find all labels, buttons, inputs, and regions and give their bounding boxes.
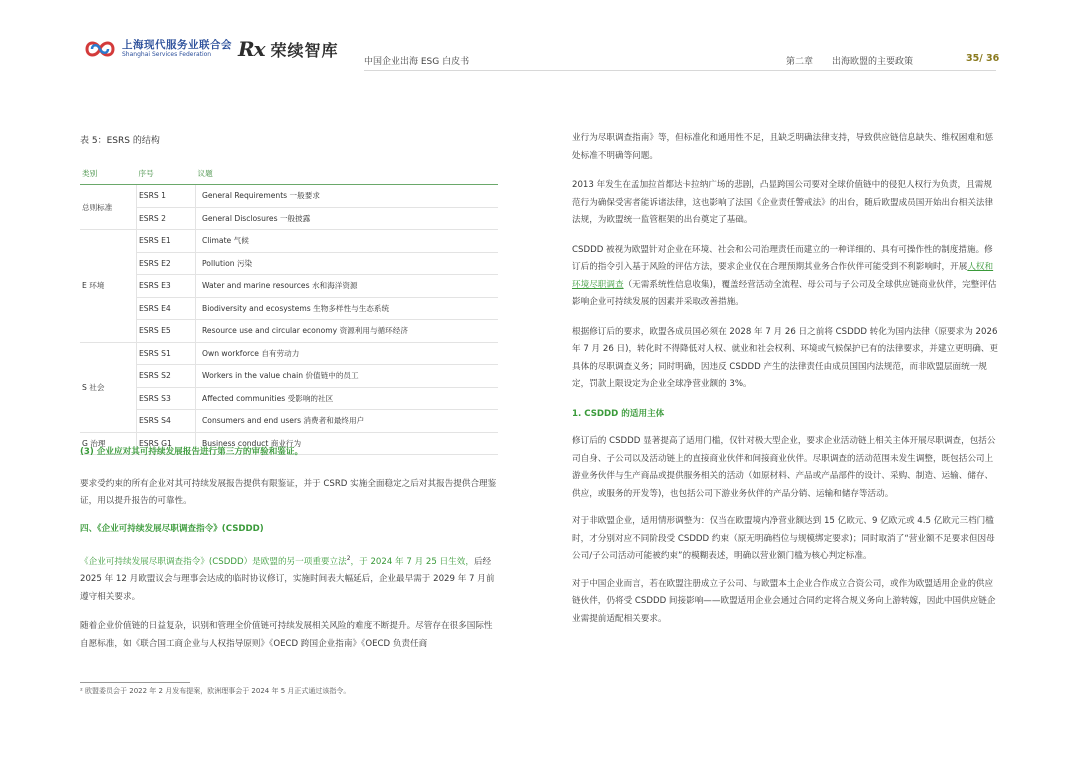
table-row <box>80 320 498 343</box>
table-cell-number: ESRS S3 <box>137 387 196 410</box>
paragraph-transposition: 根据修订后的要求，欧盟各成员国必须在 2028 年 7 月 26 日之前将 CSDDD 转化为国内法律（原要求为 2026 年 7 月 26 日)，转化时不得降低对人权、就业和社会权利、环境或气候保护已有的法律要求，并建立更明确、更具体的尽职调查义务；同时明确，因违反 CSDDD 产生的法律责任由成员国国内法规范，而非欧盟层面统一规定，罚款上限设定为企业全球净营业额的 3%。 <box>572 326 998 389</box>
table-row <box>80 297 498 320</box>
footnote-divider <box>80 682 190 683</box>
table-body <box>80 185 498 455</box>
chapter-label: 第二章 <box>786 57 814 67</box>
due-diligence-link[interactable]: 人权和环境尽职调查 <box>572 262 994 290</box>
table-row <box>80 410 498 433</box>
table-row <box>80 230 498 253</box>
subheading-applicable-entities: 1. CSDDD 的适用主体 <box>572 408 665 419</box>
table-caption: 表 5：ESRS 的结构 <box>80 136 160 146</box>
table-cell-topic: Own workforce 自有劳动力 <box>196 342 499 365</box>
table-row <box>80 387 498 410</box>
measures-text-b: （无需系统性信息收集)，覆盖经营活动全流程、母公司与子公司及全球供应链商业伙伴，完整评估影响企业可持续发展的因素并采取改善措施。 <box>572 279 997 307</box>
table-cell-category: 总则标准 <box>80 185 137 230</box>
table-row <box>80 207 498 230</box>
table-cell-category: G 治理 <box>80 432 137 455</box>
paragraph-csddd-measures <box>572 242 1000 312</box>
esrs-table <box>80 162 498 455</box>
table-row <box>80 365 498 388</box>
paragraph-chinese-firms: 对于中国企业而言，若在欧盟注册成立子公司、与欧盟本土企业合作成立合资公司，或作为欧盟适用企业的供应链伙伴，仍将受 CSDDD 间接影响——欧盟适用企业会通过合同约定将合规义务向上游转嫁，因此中国供应链企业需提前适配相关要求。 <box>572 578 996 624</box>
table-cell-topic: Water and marine resources 水和海洋资源 <box>196 275 499 298</box>
table-cell-number: ESRS S2 <box>137 365 196 388</box>
table-cell-category: S 社会 <box>80 342 137 432</box>
table-cell-topic: Consumers and end users 消费者和最终用户 <box>196 410 499 433</box>
table-cell-topic: Biodiversity and ecosystems 生物多样性与生态系统 <box>196 297 499 320</box>
col-header-category: 类别 <box>80 162 137 185</box>
section-label: 出海欧盟的主要政策 <box>832 57 914 67</box>
subheading-third-party: (3) 企业应对其可持续发展报告进行第三方的审验和鉴证。 <box>80 447 304 457</box>
ssf-logo <box>84 38 232 60</box>
paragraph-csddd-intro <box>80 550 500 606</box>
table-cell-number: ESRS S4 <box>137 410 196 433</box>
org-name-cn: 上海现代服务业联合会 <box>122 38 232 51</box>
table-row <box>80 342 498 365</box>
paragraph-threshold: 修订后的 CSDDD 显著提高了适用门槛，仅针对极大型企业，要求企业活动链上相关主体开展尽职调查，包括公司自身、子公司以及活动链上的直接商业伙伴和间接商业伙伴。尽职调查的活动范围未发生调整，既包括公司上游业务伙伴与生产商品或提供服务相关的活动（如原材料、产品或产品部件的设计、采购、制造、运输、储存、供应，或服务的开发等)，也包括公司下游业务伙伴的产品分销、运输和储存等活动。 <box>572 436 996 499</box>
paragraph-value-chain: 随着企业价值链的日益复杂，识别和管理全价值链可持续发展相关风险的难度不断提升。尽管存在很多国际性自愿标准，如《联合国工商企业与人权指导原则》《OECD 跨国企业指南》《OECD 负责任商 <box>80 621 493 649</box>
table-cell-number: ESRS 2 <box>137 207 196 230</box>
brand-name: 荣续智库 <box>270 40 339 60</box>
rx-mark: Rx <box>238 37 265 61</box>
table-cell-number: ESRS E1 <box>137 230 196 253</box>
table-row <box>80 185 498 208</box>
section-heading-csddd: 四、《企业可持续发展尽职调查指令》(CSDDD) <box>80 523 264 534</box>
table-cell-topic: General Requirements 一般要求 <box>196 185 499 208</box>
ssf-logo-icon <box>84 38 116 60</box>
table-cell-topic: Affected communities 受影响的社区 <box>196 387 499 410</box>
table-row <box>80 275 498 298</box>
table-cell-topic: Workers in the value chain 价值链中的员工 <box>196 365 499 388</box>
footnote: ² 欧盟委员会于 2022 年 2 月发布提案，欧洲理事会于 2024 年 5 月正式通过该指令。 <box>80 687 351 695</box>
page-number: 35/ 36 <box>966 53 1000 64</box>
csddd-intro-rest: 后经 2025 年 12 月欧盟议会与理事会达成的临时协议修订，实施时间表大幅延后，企业最早需于 2029 年 7 月前遵守相关要求。 <box>80 556 495 602</box>
footnote-ref: 2 <box>346 555 351 562</box>
page-header <box>0 0 1080 72</box>
table-cell-number: ESRS S1 <box>137 342 196 365</box>
paragraph-assurance: 要求受约束的所有企业对其可持续发展报告提供有限鉴证，并于 CSRD 实施全面稳定之后对其报告提供合理鉴证，用以提升报告的可靠性。 <box>80 478 497 506</box>
table-cell-topic: Pollution 污染 <box>196 252 499 275</box>
table-row <box>80 252 498 275</box>
right-column <box>572 130 1000 628</box>
col-header-topic: 议题 <box>196 162 499 185</box>
table-cell-category: E 环境 <box>80 230 137 343</box>
header-divider <box>364 70 996 71</box>
table-cell-number: ESRS G1 <box>137 432 196 455</box>
table-cell-topic: Business conduct 商业行为 <box>196 432 499 455</box>
rx-logo <box>238 37 339 61</box>
org-name-en: Shanghai Services Federation <box>122 51 212 59</box>
paragraph-continued: 业行为尽职调查指南》等，但标准化和通用性不足，且缺乏明确法律支持，导致供应链信息缺失、维权困难和惩处标准不明确等问题。 <box>572 133 994 161</box>
paragraph-non-eu: 对于非欧盟企业，适用情形调整为：仅当在欧盟境内净营业额达到 15 亿欧元、9 亿欧元或 4.5 亿欧元三档门槛时，才分别对应不同阶段受 CSDDD 约束（原无明确档位与规模绑定要求)；同时取消了“营业额不足要求但因母公司/子公司活动可能被约束”的模糊表述，明确以营业额门槛为核心判定标准。 <box>572 516 995 561</box>
table-cell-number: ESRS E3 <box>137 275 196 298</box>
measures-text-a: CSDDD 被视为欧盟针对企业在环境、社会和公司治理责任而建立的一种详细的、具有可操作性的制度措施。修订后的指令引入基于风险的评估方法，要求企业仅在合理预期其业务合作伙伴可能受到不利影响时，开展 <box>572 244 993 272</box>
table-cell-number: ESRS E4 <box>137 297 196 320</box>
table-cell-topic: General Disclosures 一般披露 <box>196 207 499 230</box>
paragraph-rana-plaza: 2013 年发生在孟加拉首都达卡拉纳广场的悲剧，凸显跨国公司要对全球价值链中的侵犯人权行为负责，且需规范行为确保受害者能诉诸法律，这也影响了法国《企业责任警戒法》的出台，随后欧盟成员国开始出台相关法律法规，为欧盟统一监管框架的出台奠定了基础。 <box>572 180 994 225</box>
left-column <box>80 444 500 653</box>
table-cell-topic: Climate 气候 <box>196 230 499 253</box>
table-cell-number: ESRS E5 <box>137 320 196 343</box>
table-cell-number: ESRS 1 <box>137 185 196 208</box>
csddd-intro-highlight: 《企业可持续发展尽职调查指令》(CSDDD）是欧盟的另一项重要立法 <box>80 556 347 567</box>
csddd-effective-date: ，于 2024 年 7 月 25 日生效， <box>350 556 474 567</box>
table-header-row <box>80 162 498 185</box>
doc-title: 中国企业出海 ESG 白皮书 <box>364 57 470 67</box>
col-header-number: 序号 <box>137 162 196 185</box>
table-cell-topic: Resource use and circular economy 资源利用与循环经济 <box>196 320 499 343</box>
table-cell-number: ESRS E2 <box>137 252 196 275</box>
